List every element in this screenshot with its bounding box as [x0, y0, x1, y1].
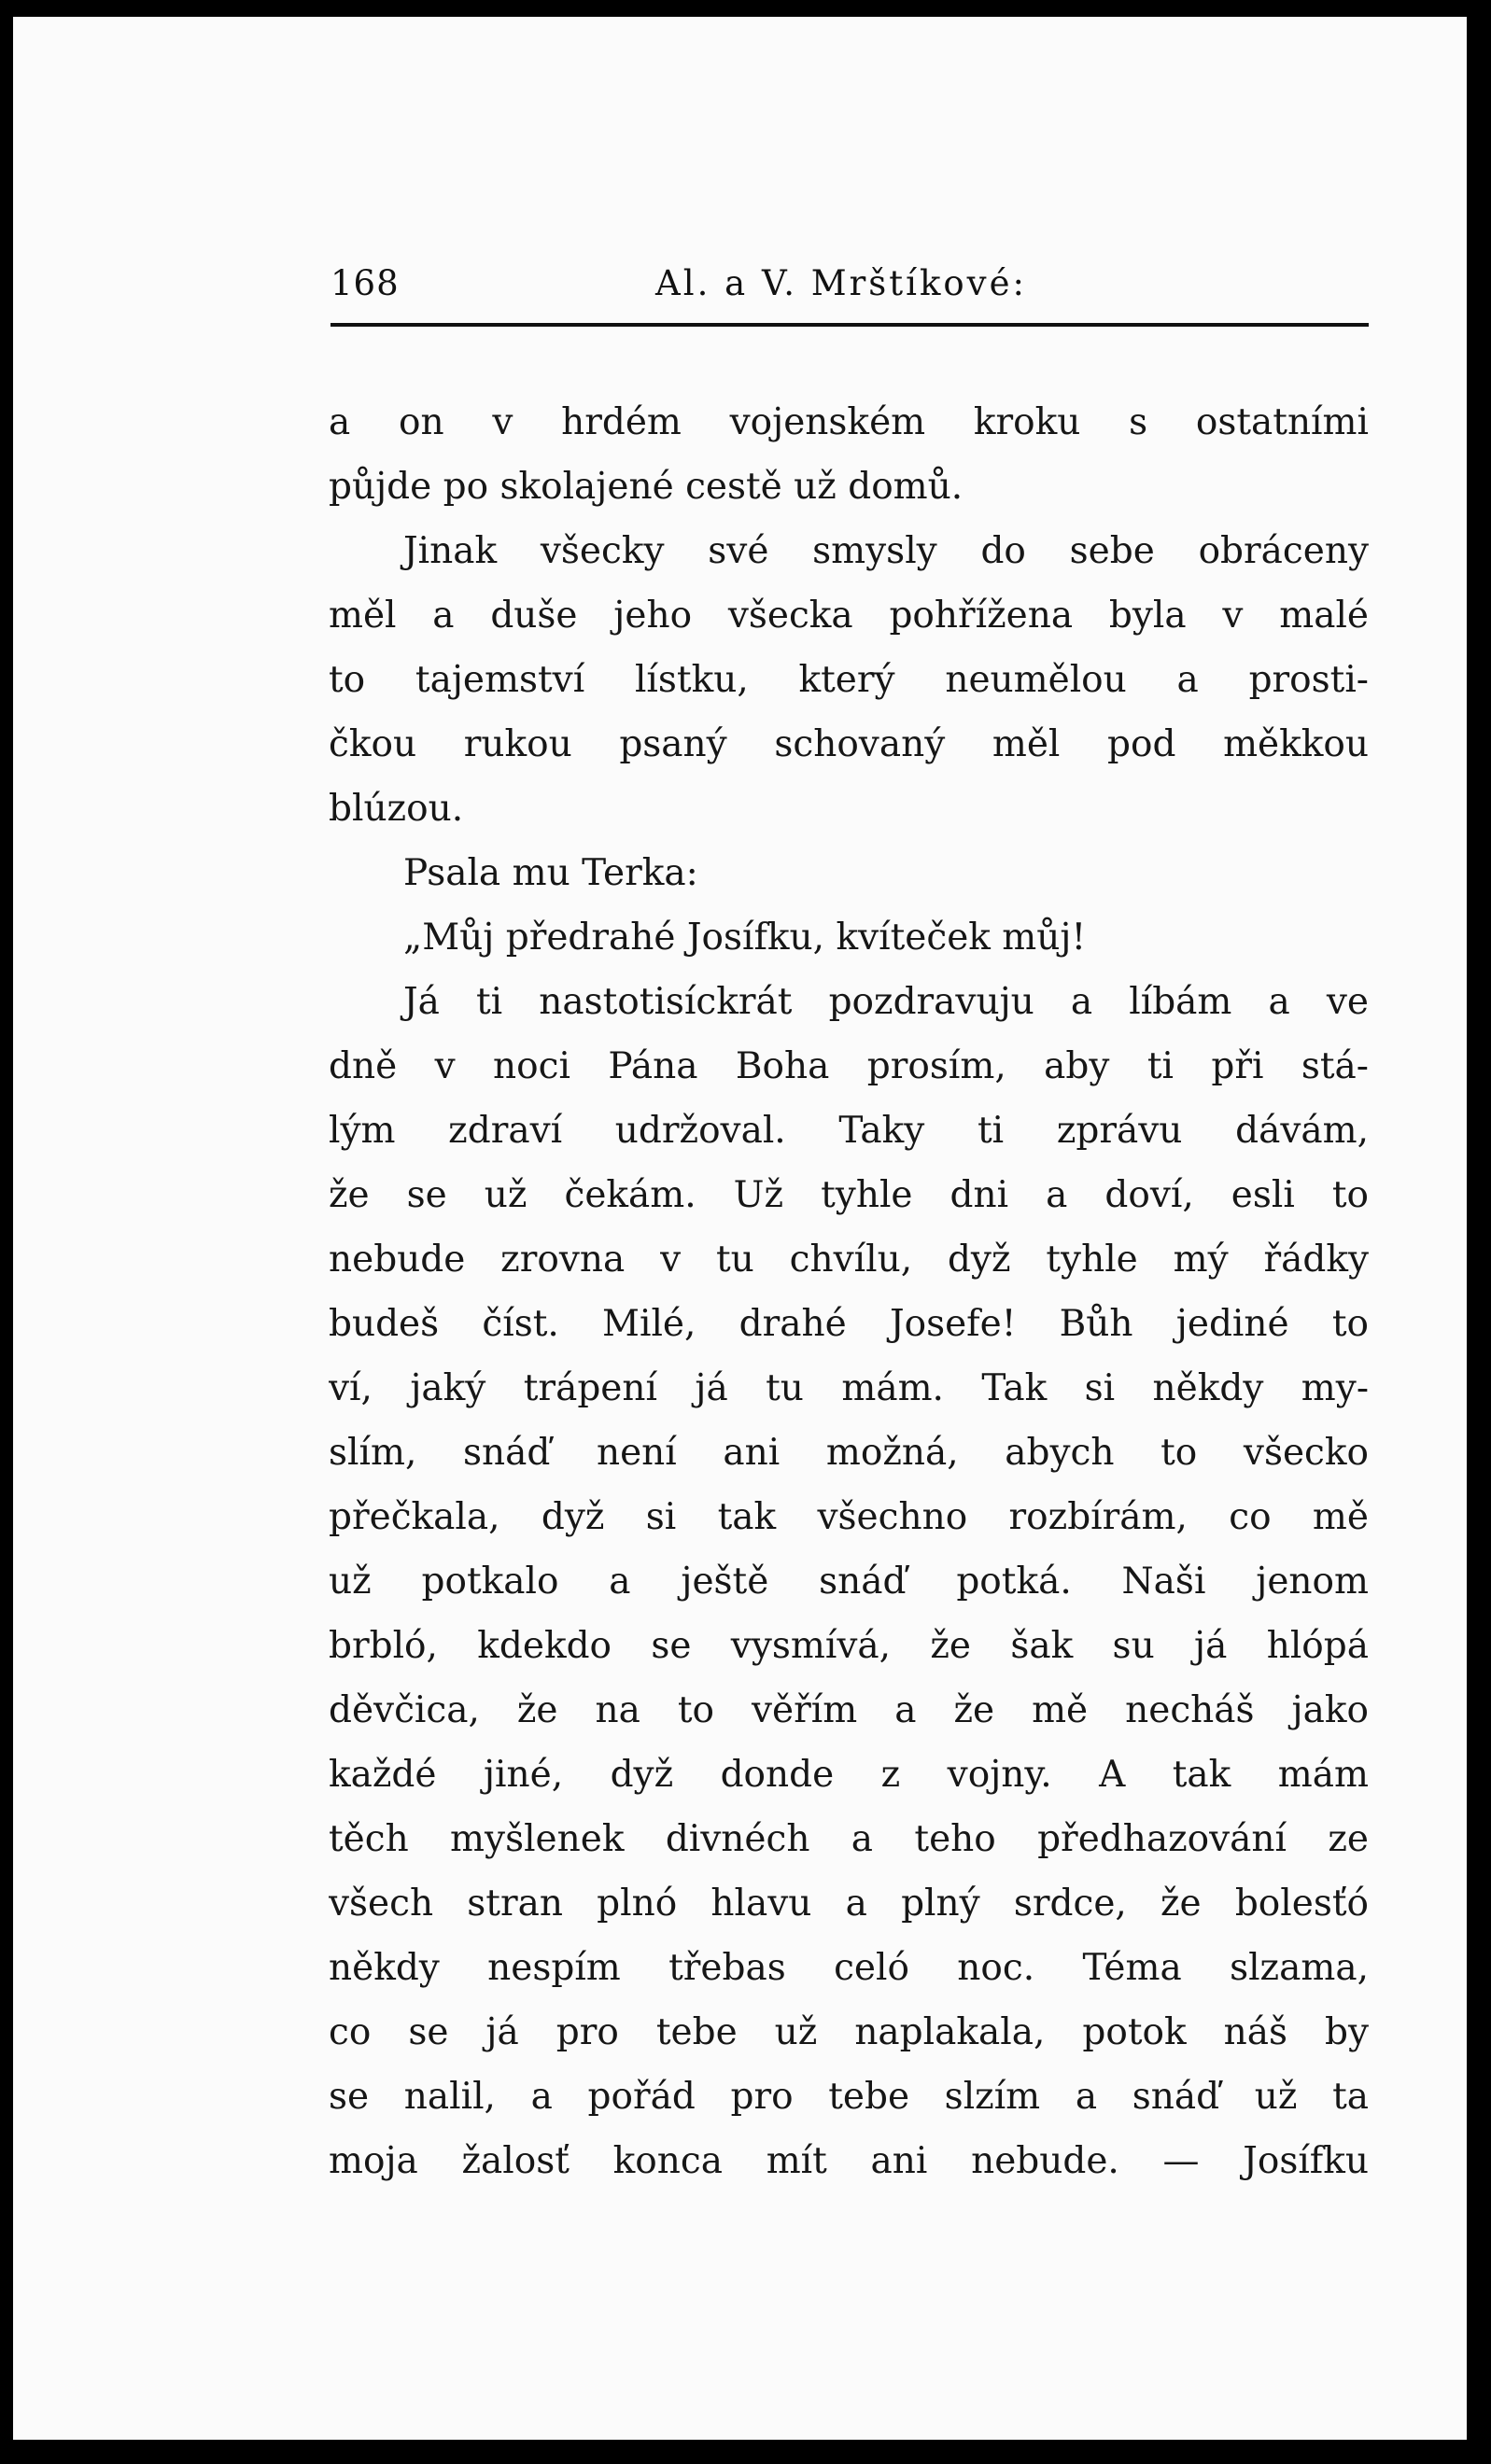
text-line: že se už čekám. Už tyhle dni a doví, esli to — [329, 1174, 1369, 1216]
text-line: to tajemství lístku, který neumělou a prosti- — [329, 659, 1369, 701]
text-line: čkou rukou psaný schovaný měl pod měkkou — [329, 723, 1369, 765]
text-line: slím, snáď není ani možná, abych to všecko — [329, 1432, 1369, 1474]
text-line: blúzou. — [329, 788, 464, 830]
text-line: brbló, kdekdo se vysmívá, že šak su já hlópá — [329, 1625, 1369, 1667]
text-line: všech stran plnó hlavu a plný srdce, že bolesťó — [329, 1883, 1369, 1925]
text-line: „Můj předrahé Josífku, kvíteček můj! — [403, 917, 1087, 959]
text-line: moja žalosť konca mít ani nebude. — Josífku — [329, 2140, 1369, 2182]
text-line: nebude zrovna v tu chvílu, dyž tyhle mý řádky — [329, 1239, 1369, 1281]
text-line: někdy nespím třebas celó noc. Téma slzama, — [329, 1947, 1369, 1989]
header-rule — [331, 323, 1369, 327]
text-line: se nalil, a pořád pro tebe slzím a snáď už ta — [329, 2076, 1369, 2118]
page-number: 168 — [331, 263, 400, 303]
text-line: přečkala, dyž si tak všechno rozbírám, co mě — [329, 1496, 1369, 1538]
text-line: už potkalo a ještě snáď potká. Naši jenom — [329, 1561, 1369, 1603]
text-line: a on v hrdém vojenském kroku s ostatními — [329, 401, 1369, 443]
body-text — [329, 390, 1369, 2193]
text-line: měl a duše jeho všecka pohřížena byla v malé — [329, 595, 1369, 637]
text-line: těch myšlenek divnéch a teho předhazování ze — [329, 1818, 1369, 1860]
book-page — [13, 17, 1467, 2440]
text-line: ví, jaký trápení já tu mám. Tak si někdy my- — [329, 1367, 1369, 1409]
text-line: co se já pro tebe už naplakala, potok náš by — [329, 2011, 1369, 2053]
text-line: každé jiné, dyž donde z vojny. A tak mám — [329, 1754, 1369, 1796]
text-line: děvčica, že na to věřím a že mě necháš jako — [329, 1689, 1369, 1731]
text-line: půjde po skolajené cestě už domů. — [329, 466, 964, 508]
running-title: Al. a V. Mrštíkové: — [655, 263, 1027, 303]
text-line: budeš číst. Milé, drahé Josefe! Bůh jediné to — [329, 1303, 1369, 1345]
text-line: Jinak všecky své smysly do sebe obráceny — [403, 530, 1369, 572]
text-line: Psala mu Terka: — [403, 852, 698, 894]
text-line: lým zdraví udržoval. Taky ti zprávu dávám, — [329, 1110, 1369, 1152]
text-line: dně v noci Pána Boha prosím, aby ti při stá- — [329, 1045, 1369, 1087]
text-line: Já ti nastotisíckrát pozdravuju a líbám a ve — [403, 981, 1369, 1023]
page-header — [314, 248, 1369, 308]
